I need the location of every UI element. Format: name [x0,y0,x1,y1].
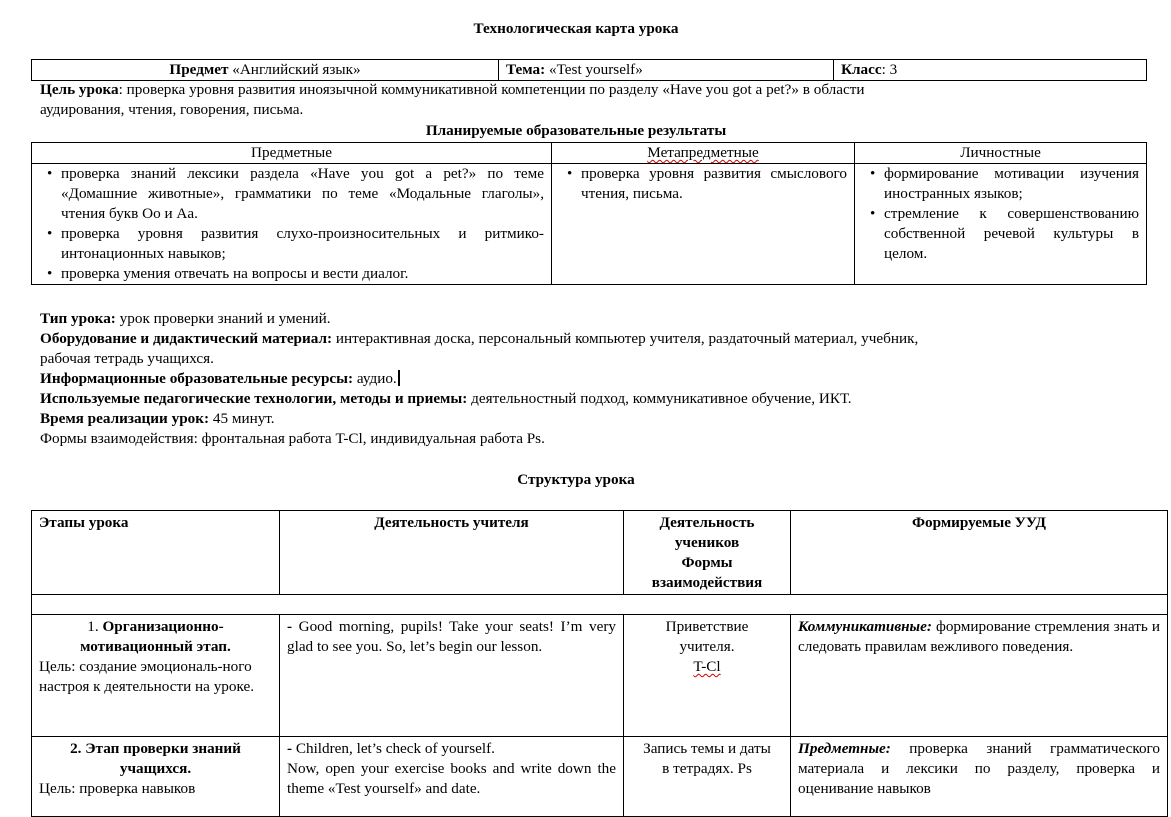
equipment-label: Оборудование и дидактический материал: [40,330,333,347]
equipment-continued: рабочая тетрадь учащихся. [40,350,214,367]
personal-item: • формирование мотивации изучения иностранных языков; [884,164,1139,204]
subject-item: • проверка умения отвечать на вопросы и вести диалог. [61,264,544,284]
stage-number: 1. [87,618,99,635]
students-text: Запись темы и даты [643,740,771,757]
class-cell [834,60,1147,81]
tech-label: Используемые педагогические технологии, методы и приемы: [40,390,468,407]
meta-results-cell [552,164,855,285]
goal-text: : проверка уровня развития иноязычной коммуникативной компетенции по разделу «Have you got a pet?» в области [118,81,865,98]
type-label: Тип урока: [40,310,116,327]
col-students-header [624,511,791,595]
subject-cell [32,60,499,81]
stage-title [39,617,272,657]
teacher-cell [280,737,624,817]
meta-item: • проверка уровня развития смыслового чтения, письма. [581,164,847,204]
dash: - [287,618,293,635]
uud-cell [791,737,1168,817]
teacher-text: Now, open your exercise books and write down the theme «Test yourself» and date. [287,760,616,797]
stage-cell [32,615,280,737]
goal-label: Цель урока [40,81,119,98]
students-cell [624,615,791,737]
results-table [31,142,1147,285]
goal-line-2: аудирования, чтения, говорения, письма. [40,101,304,118]
equipment [40,329,1100,349]
stage-title [39,739,272,779]
topic-label: Тема: [506,61,546,78]
header-table [31,59,1147,81]
stage-cell [32,737,280,817]
col-teacher-header: Деятельность учителя [280,511,624,595]
col-stages-header: Этапы урока [32,511,280,595]
table-row [32,615,1168,737]
subject-item: • проверка знаний лексики раздела «Have you got a pet?» по теме «Домашние животные», грамматики по теме «Модальные глаголы», чтения букв Oo и Aa. [61,164,544,224]
students-cell [624,737,791,817]
stage-title-text: Этап проверки знаний учащихся. [85,740,241,777]
teacher-text: Good morning, pupils! Take your seats! I’m very glad to see you. So, let’s begin our lesson. [287,618,616,655]
lesson-type [40,309,1100,329]
teacher-cell [280,615,624,737]
table-row [32,737,1168,817]
class-value: : 3 [881,61,898,78]
structure-heading: Структура урока [517,471,635,488]
spacer-row [32,595,1168,615]
interaction-forms: Формы взаимодействия: фронтальная работа T-Cl, индивидуальная работа Ps. [40,430,545,447]
personal-results-cell [855,164,1147,285]
topic-value: «Test yourself» [548,61,643,78]
resources [40,369,1100,389]
goal-line-1 [40,80,1100,100]
col-meta-label: Метапредметные [647,144,759,161]
uud-text: проверка знаний грамматического материала и лексики по разделу, проверка и оценивание навыков [798,740,1160,797]
class-label: Класс [841,61,882,78]
structure-table [31,510,1168,817]
uud-cell [791,615,1168,737]
col-meta-header [552,143,855,164]
time-value: 45 минут. [209,410,275,427]
time-label: Время реализации урок: [40,410,210,427]
uud-text: формирование стремления знать и следовать правилам вежливого поведения. [798,618,1160,655]
students-text: в тетрадях. Ps [662,760,752,777]
col-students-line: Формы [681,554,733,571]
text-cursor [398,370,400,386]
teacher-text: Children, let’s check of yourself. [292,740,495,757]
col-students-line: Деятельность [659,514,755,531]
students-text: Приветствие [665,618,749,635]
stage-title-text: Организационно-мотивационный этап. [80,618,231,655]
personal-item: • стремление к совершенствованию собственной речевой культуры в целом. [884,204,1139,264]
type-value: урок проверки знаний и умений. [115,310,331,327]
col-students-line: учеников [674,534,740,551]
subject-results-cell [32,164,552,285]
stage-number: 2. [70,740,82,757]
topic-cell [499,60,834,81]
col-uud-header: Формируемые УУД [791,511,1168,595]
results-heading: Планируемые образовательные результаты [425,122,727,139]
resources-label: Информационные образовательные ресурсы: [40,370,354,387]
resources-value: аудио. [353,370,397,387]
stage-goal: Цель: создание эмоциональ-ного настроя к деятельности на уроке. [39,658,255,695]
subject-value: «Английский язык» [232,61,361,78]
stage-goal: Цель: проверка навыков [39,780,196,797]
dash: - [287,740,293,757]
technologies [40,389,1100,409]
uud-label: Предметные: [798,740,891,757]
document-title: Технологическая карта урока [473,20,679,37]
subject-item: • проверка уровня развития слухо-произносительных и ритмико-интонационных навыков; [61,224,544,264]
col-subject-header: Предметные [32,143,552,164]
uud-label: Коммуникативные: [798,618,932,635]
subject-label: Предмет [169,61,229,78]
equipment-value: интерактивная доска, персональный компьютер учителя, раздаточный материал, учебник, [332,330,919,347]
col-personal-header: Личностные [855,143,1147,164]
lesson-time [40,409,1100,429]
students-text: учителя. [679,638,735,655]
tech-value: деятельностный подход, коммуникативное обучение, ИКТ. [467,390,852,407]
interaction-form: T-Cl [693,658,721,675]
col-students-line: взаимодействия [651,574,763,591]
